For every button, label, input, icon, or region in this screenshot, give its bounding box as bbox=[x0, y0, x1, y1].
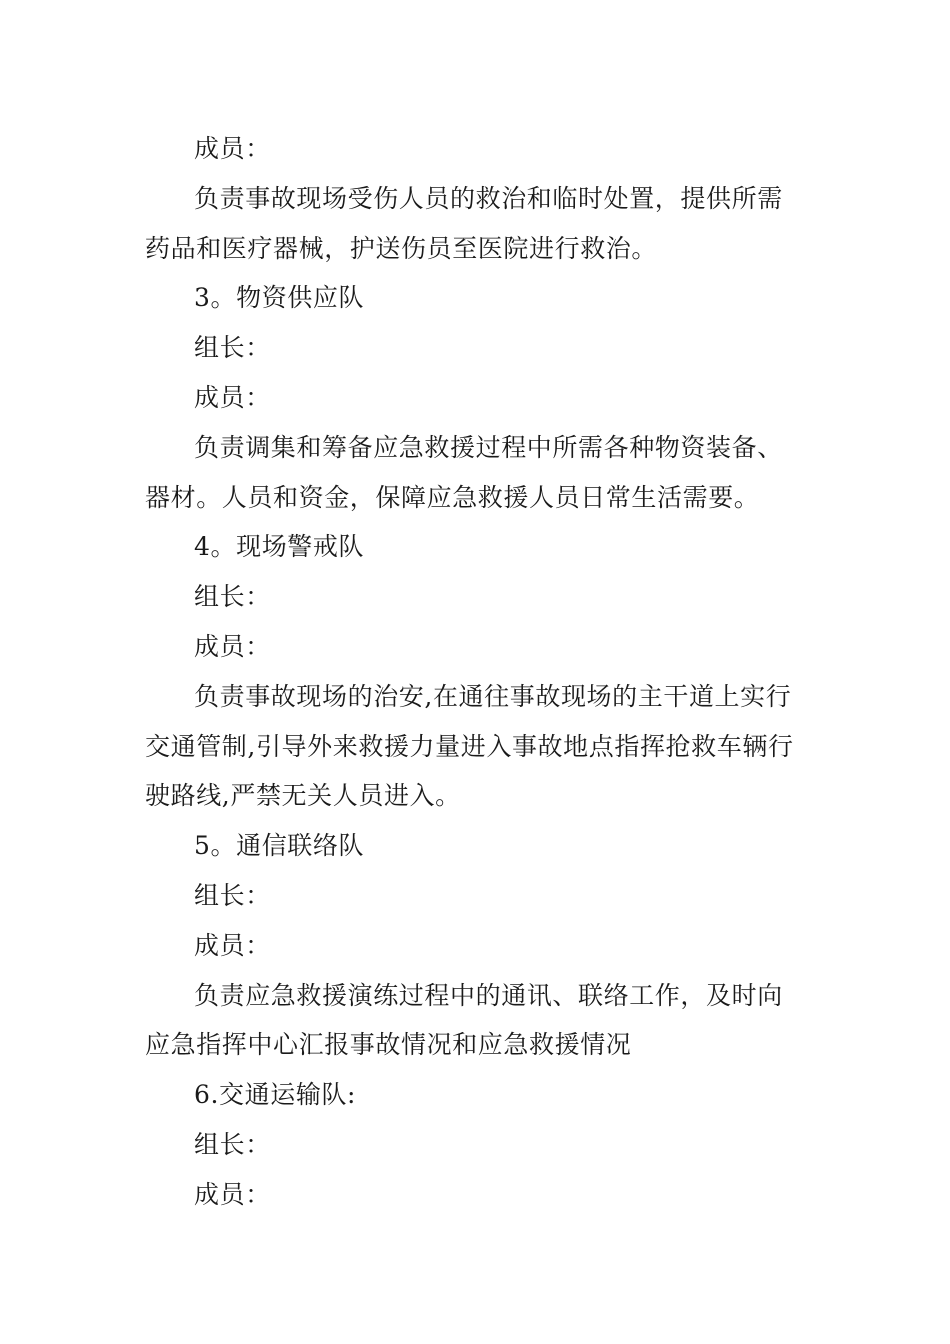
text-line: 负责调集和筹备应急救援过程中所需各种物资装备、 bbox=[194, 432, 783, 462]
text-line: 组长： bbox=[194, 1129, 271, 1159]
text-line: 组长： bbox=[194, 880, 271, 910]
text-line: 成员： bbox=[194, 1179, 271, 1209]
text-line: 负责应急救援演练过程中的通讯、联络工作，及时向 bbox=[194, 980, 783, 1010]
section-heading: 5。通信联络队 bbox=[194, 831, 365, 861]
text-line: 负责事故现场的治安,在通往事故现场的主干道上实行 bbox=[194, 681, 792, 711]
text-line: 药品和医疗器械，护送伤员至医院进行救治。 bbox=[145, 233, 658, 263]
text-line: 成员： bbox=[194, 382, 271, 412]
section-heading: 4。现场警戒队 bbox=[194, 532, 365, 562]
text-line: 驶路线,严禁无关人员进入。 bbox=[145, 781, 461, 811]
text-line: 成员： bbox=[194, 134, 271, 163]
text-line: 交通管制,引导外来救援力量进入事故地点指挥抢救车辆行 bbox=[145, 731, 794, 761]
text-line: 器材。人员和资金，保障应急救援人员日常生活需要。 bbox=[145, 482, 760, 512]
section-heading: 6.交通运输队: bbox=[194, 1080, 357, 1110]
text-line: 组长： bbox=[194, 582, 271, 612]
text-line: 成员： bbox=[194, 930, 271, 960]
document-body bbox=[145, 124, 825, 1220]
text-line: 成员： bbox=[194, 631, 271, 661]
section-heading: 3。物资供应队 bbox=[194, 283, 365, 313]
text-line: 组长： bbox=[194, 333, 271, 363]
text-line: 负责事故现场受伤人员的救治和临时处置，提供所需 bbox=[194, 183, 783, 213]
text-line: 应急指挥中心汇报事故情况和应急救援情况 bbox=[145, 1030, 632, 1060]
